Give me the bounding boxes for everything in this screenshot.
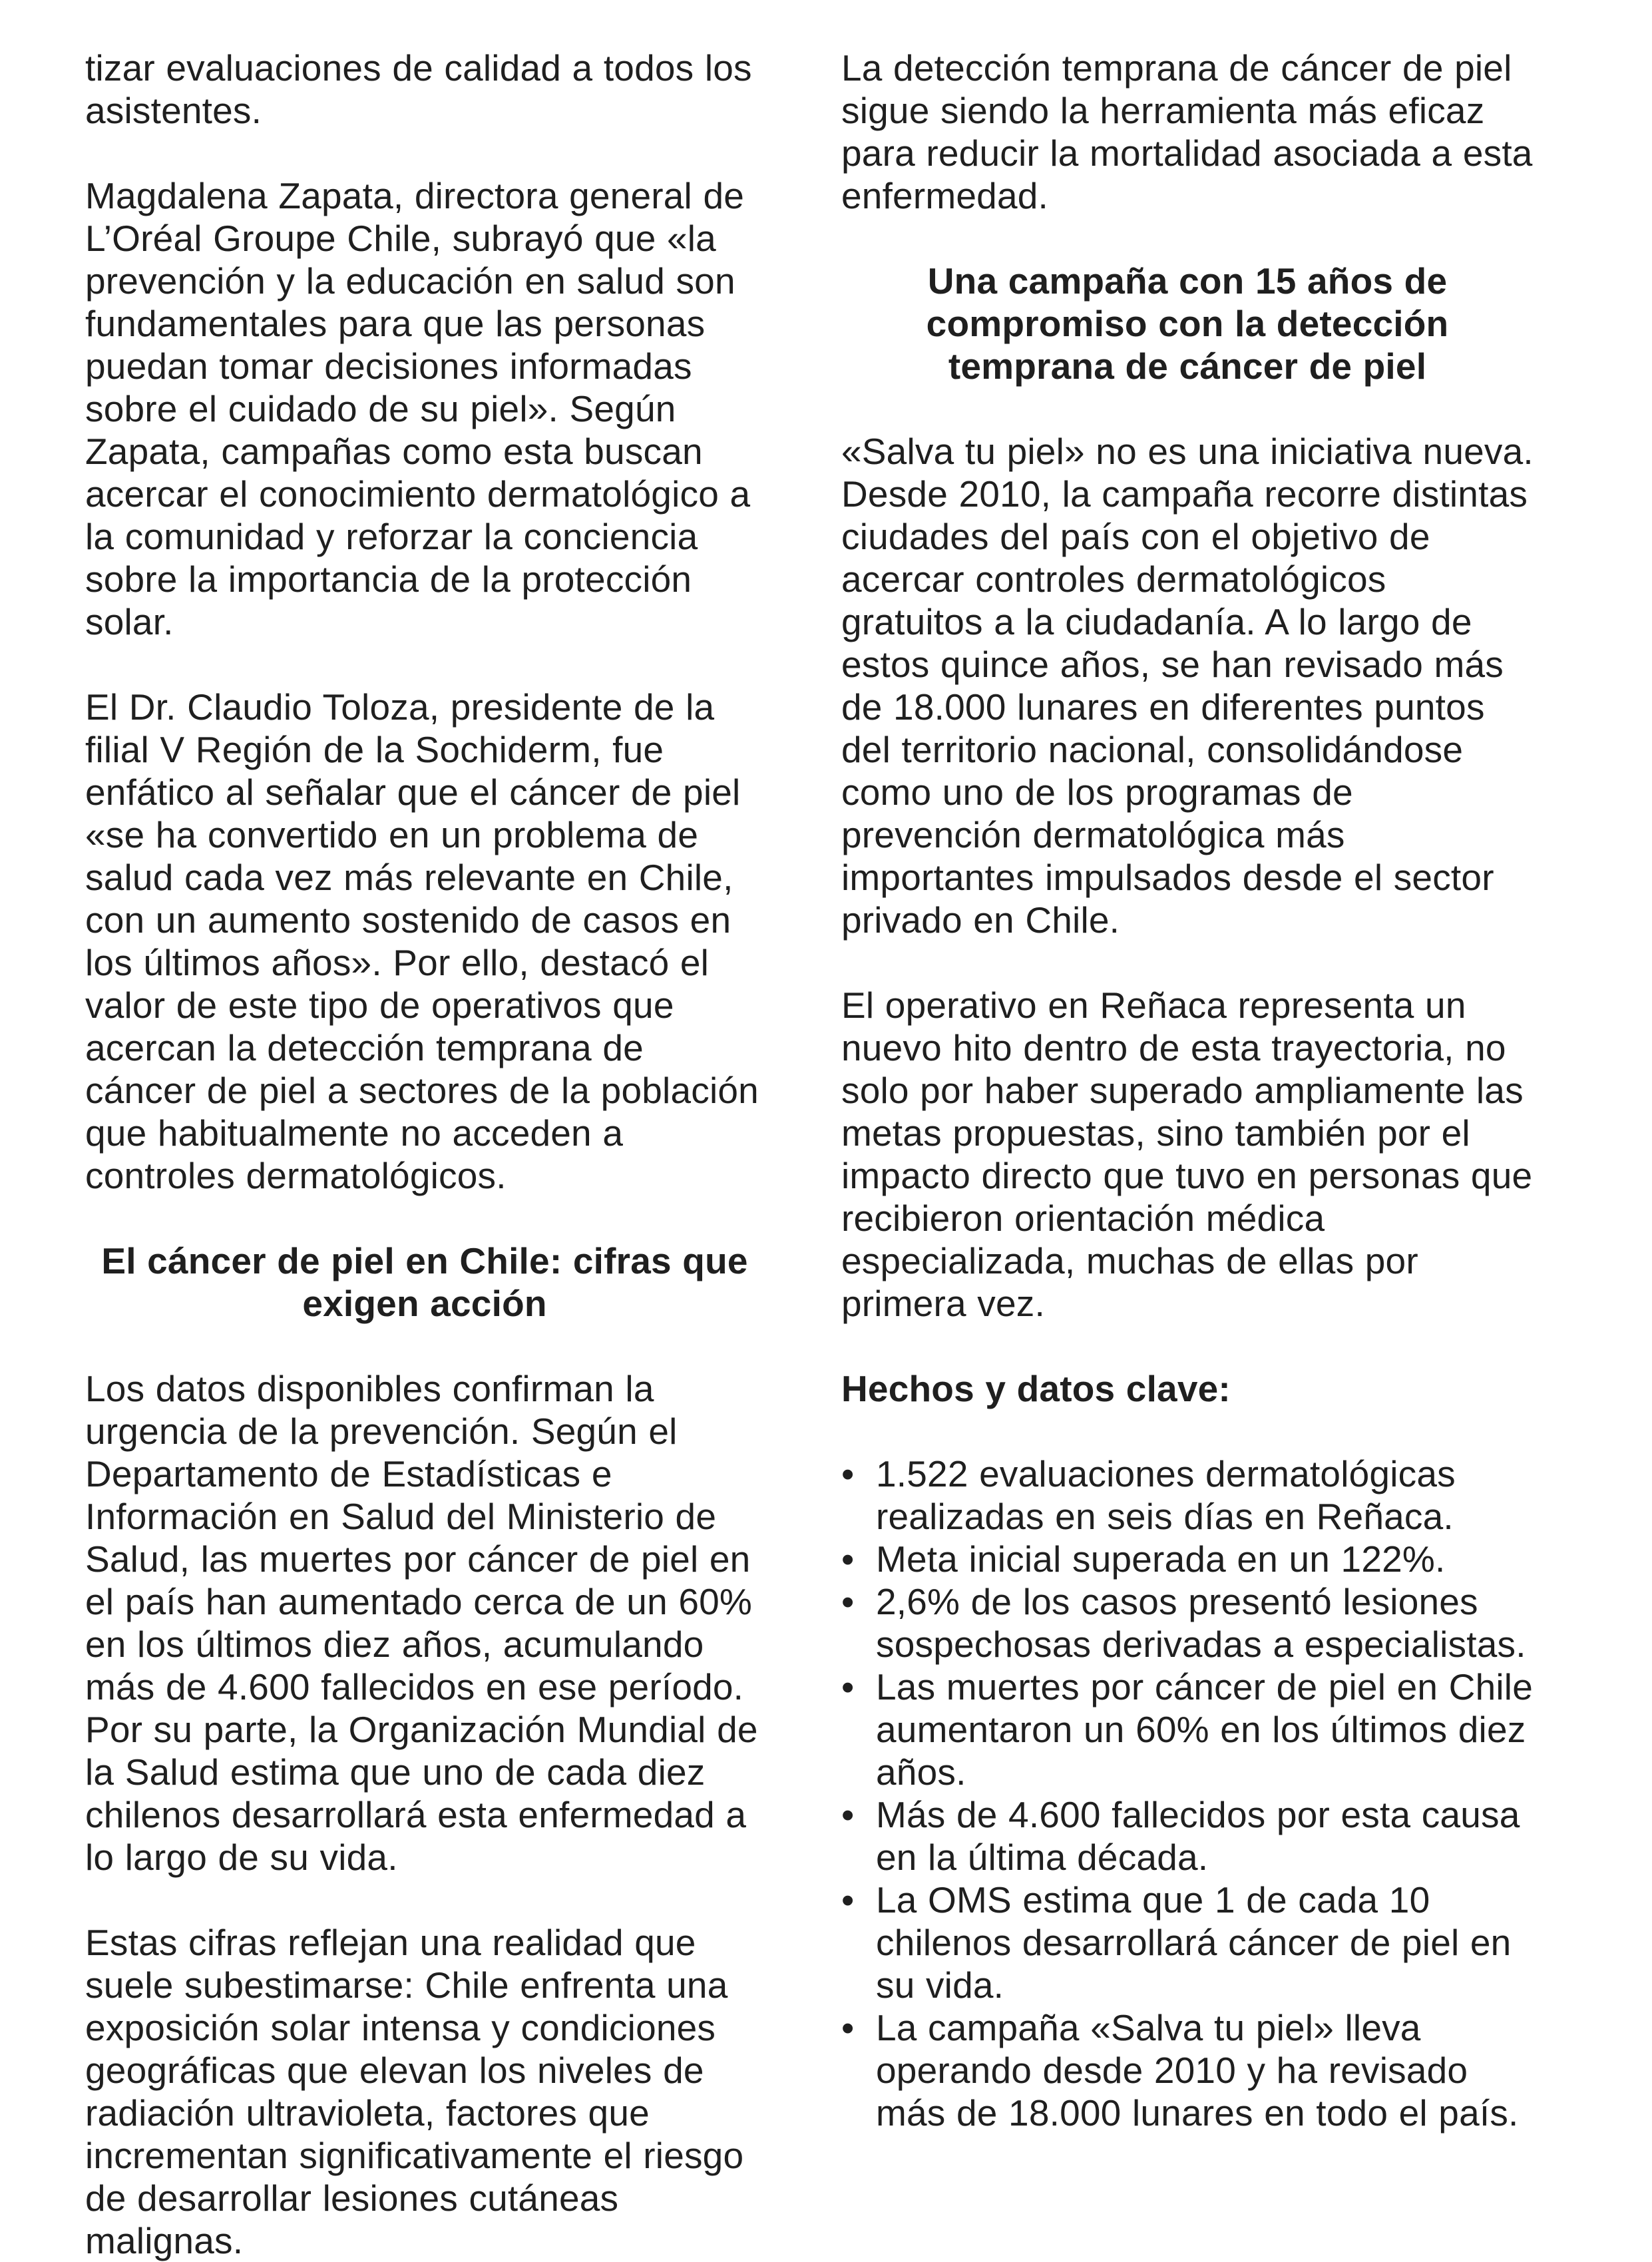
fact-item (841, 1453, 1534, 1538)
fact-item (841, 1793, 1534, 1879)
bullet-icon: • (841, 2007, 855, 2048)
fact-item (841, 1580, 1534, 1666)
bullet-icon: • (841, 1794, 855, 1835)
fact-text: La OMS estima que 1 de cada 10 chilenos desarrollará cáncer de piel en su vida. (876, 1879, 1512, 2006)
paragraph-salva-tu-piel: «Salva tu piel» no es una iniciativa nueva. Desde 2010, la campaña recorre distintas ciudades del país con el objetivo de acercar controles dermatológicos gratuitos a la ciudadanía. A lo largo de estos quince años, se han revisado más de 18.000 lunares en diferentes puntos del territorio nacional, consolidándose como uno de los programas de prevención dermatológica más importantes impulsados desde el sector privado en Chile. (841, 431, 1534, 941)
bullet-icon: • (841, 1581, 855, 1622)
right-column (841, 47, 1534, 2134)
bullet-icon: • (841, 1879, 855, 1921)
paragraph-zapata-quote: Magdalena Zapata, directora general de L’Oréal Groupe Chile, subrayó que «la prevención y la educación en salud son fundamentales para que las personas puedan tomar decisiones informadas sobre el cuidado de su piel». Según Zapata, campañas como esta buscan acercar el conocimiento dermatológico a la comunidad y reforzar la conciencia sobre la importancia de la protección solar. (85, 175, 751, 642)
paragraph-renaca: El operativo en Reñaca representa un nuevo hito dentro de esta trayectoria, no solo por haber superado ampliamente las metas propuestas, sino también por el impacto directo que tuvo en personas que recibieron orientación médica especializada, muchas de ellas por primera vez. (841, 985, 1533, 1324)
bullet-icon: • (841, 1666, 855, 1707)
fact-text: Meta inicial superada en un 122%. (876, 1538, 1446, 1580)
paragraph-toloza-quote: El Dr. Claudio Toloza, presidente de la filial V Región de la Sochiderm, fue enfático al señalar que el cáncer de piel «se ha convertido en un problema de salud cada vez más relevante en Chile, con un aumento sostenido de casos en los últimos años». Por ello, destacó el valor de este tipo de operativos que acercan la detección temprana de cáncer de piel a sectores de la población que habitualmente no acceden a controles dermatológicos. (85, 686, 759, 1196)
left-column (85, 47, 764, 2262)
bullet-icon: • (841, 1538, 855, 1580)
section-heading-campana: Una campaña con 15 años de compromiso con la detección temprana de cáncer de piel (926, 260, 1449, 387)
fact-item (841, 1538, 1534, 1580)
paragraph-realidad: Estas cifras reflejan una realidad que suele subestimarse: Chile enfrenta una exposición solar intensa y condiciones geográficas que elevan los niveles de radiación ultravioleta, factores que incrementan significativamente el riesgo de desarrollar lesiones cutáneas malignas. (85, 1922, 744, 2261)
fact-item (841, 1666, 1534, 1793)
paragraph-continuation: tizar evaluaciones de calidad a todos los asistentes. (85, 47, 752, 131)
fact-text: Las muertes por cáncer de piel en Chile aumentaron un 60% en los últimos diez años. (876, 1666, 1533, 1793)
paragraph-datos-minsal: Los datos disponibles confirman la urgencia de la prevención. Según el Departamento de Estadísticas e Información en Salud del Ministerio de Salud, las muertes por cáncer de piel en el país han aumentado cerca de un 60% en los últimos diez años, acumulando más de 4.600 fallecidos en ese período. Por su parte, la Organización Mundial de la Salud estima que uno de cada diez chilenos desarrollará esta enfermedad a lo largo de su vida. (85, 1368, 758, 1878)
section-heading-cifras: El cáncer de piel en Chile: cifras que exigen acción (101, 1240, 748, 1324)
fact-text: 2,6% de los casos presentó lesiones sospechosas derivadas a especialistas. (876, 1581, 1526, 1665)
fact-text: 1.522 evaluaciones dermatológicas realizadas en seis días en Reñaca. (876, 1453, 1456, 1537)
facts-heading: Hechos y datos clave: (841, 1368, 1231, 1409)
facts-list (841, 1453, 1534, 2134)
fact-item (841, 1879, 1534, 2006)
fact-text: La campaña «Salva tu piel» lleva operando desde 2010 y ha revisado más de 18.000 lunares en todo el país. (876, 2007, 1519, 2134)
fact-text: Más de 4.600 fallecidos por esta causa en la última década. (876, 1794, 1520, 1878)
bullet-icon: • (841, 1453, 855, 1494)
fact-item (841, 2006, 1534, 2134)
paragraph-deteccion: La detección temprana de cáncer de piel sigue siendo la herramienta más eficaz para reducir la mortalidad asociada a esta enfermedad. (841, 47, 1533, 216)
